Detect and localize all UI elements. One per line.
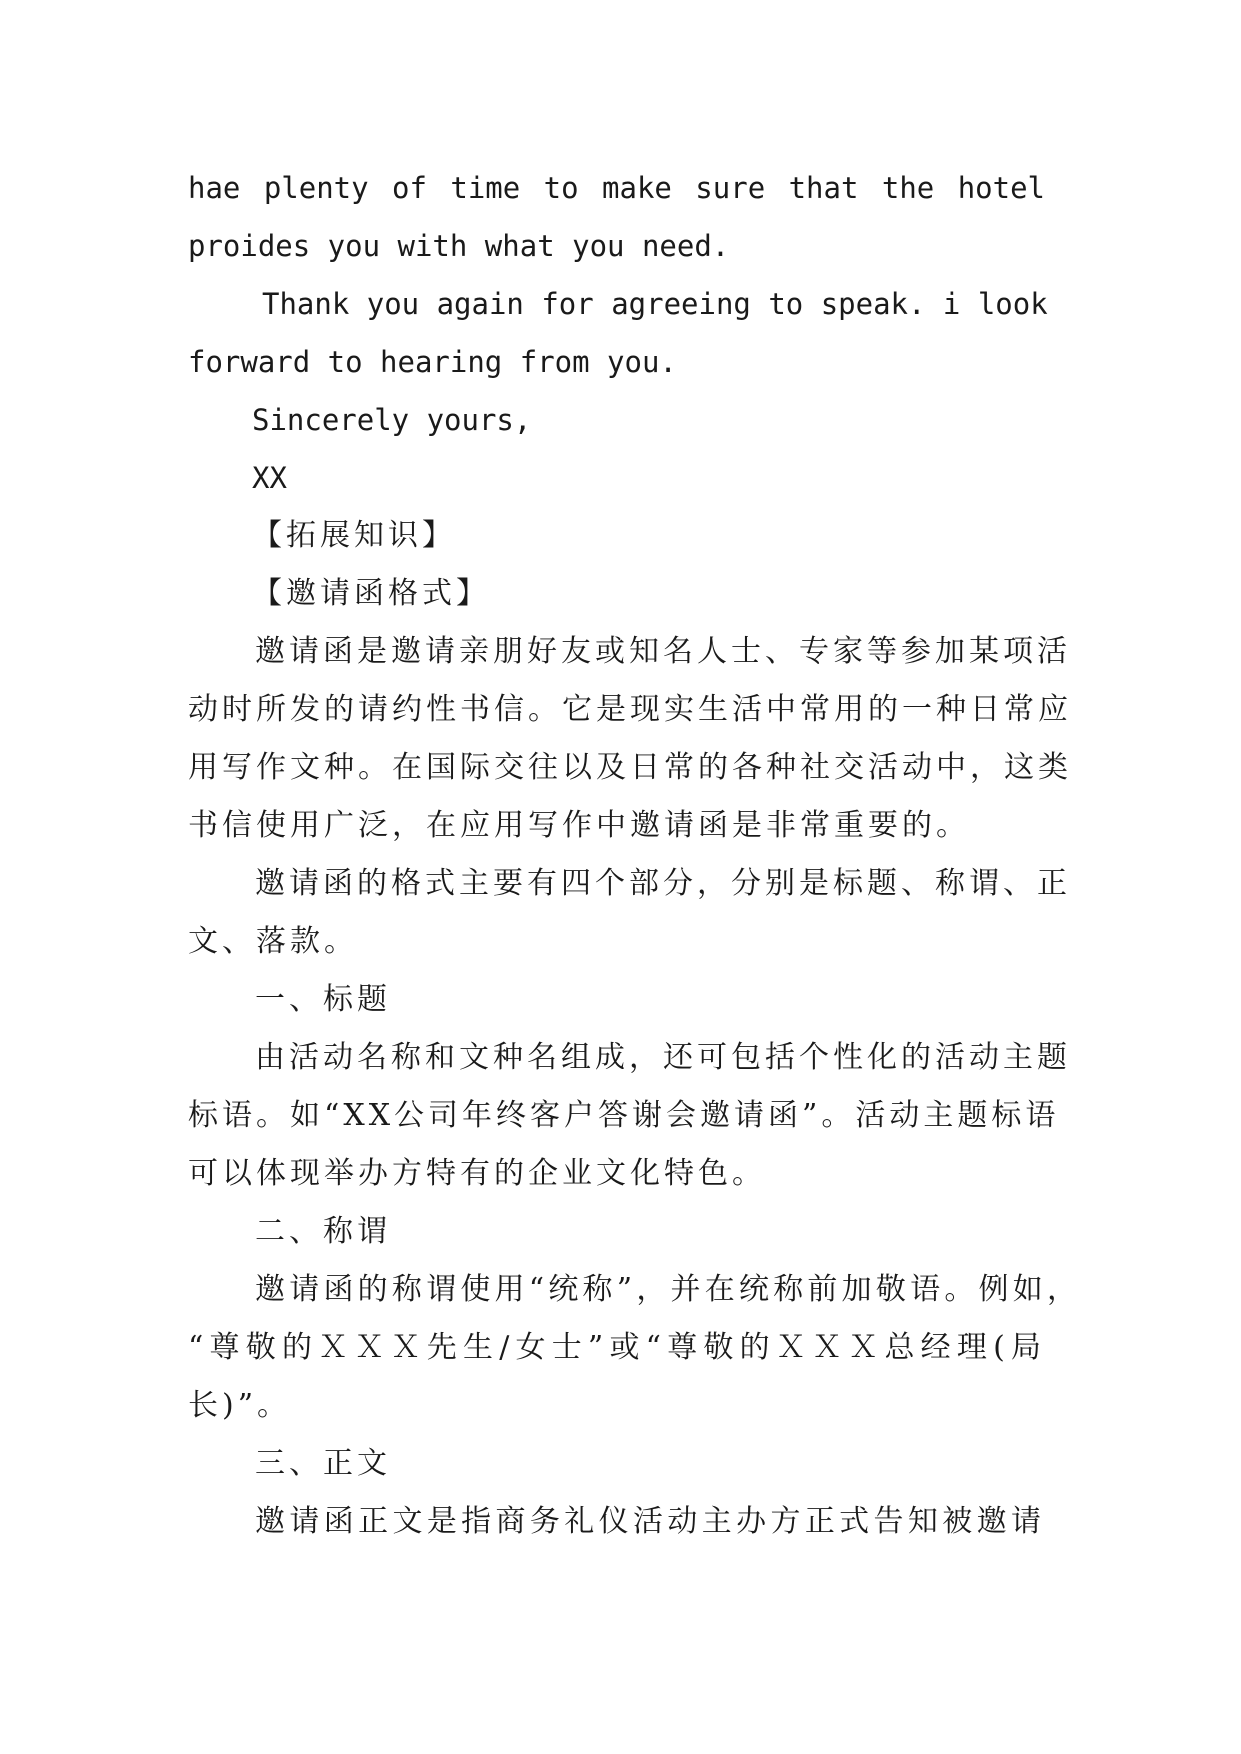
paragraph-body-line-1: 邀请函正文是指商务礼仪活动主办方正式告知被邀请 [255, 1504, 1045, 1539]
subheading-body: 三、正文 [255, 1446, 391, 1481]
letter-closing-paragraph: Thank you again for agreeing to speak. i look [262, 287, 1048, 321]
paragraph-title-line-3: 可以体现举办方特有的企业文化特色。 [188, 1156, 766, 1191]
paragraph-format-parts-line-2: 文、落款。 [188, 924, 358, 959]
paragraph-definition-line-4: 书信使用广泛，在应用写作中邀请函是非常重要的。 [188, 808, 970, 843]
paragraph-definition-line-2: 动时所发的请约性书信。它是现实生活中常用的一种日常应 [188, 692, 1072, 727]
paragraph-format-parts-line-1: 邀请函的格式主要有四个部分，分别是标题、称谓、正 [255, 866, 1071, 901]
paragraph-title-line-1: 由活动名称和文种名组成，还可包括个性化的活动主题 [255, 1040, 1071, 1075]
section-heading-extended-knowledge: 【拓展知识】 [252, 518, 456, 553]
paragraph-salutation-line-3: 长)”。 [188, 1388, 292, 1423]
subheading-salutation: 二、称谓 [255, 1214, 391, 1249]
paragraph-definition-line-3: 用写作文种。在国际交往以及日常的各种社交活动中，这类 [188, 750, 1072, 785]
paragraph-title-line-2: 标语。如“XX公司年终客户答谢会邀请函”。活动主题标语 [188, 1098, 1060, 1133]
letter-line-2: proides you with what you need. [188, 229, 730, 263]
letter-valediction: Sincerely yours, [252, 403, 532, 437]
paragraph-definition-line-1: 邀请函是邀请亲朋好友或知名人士、专家等参加某项活 [255, 634, 1071, 669]
letter-signature: XX [252, 461, 287, 495]
letter-closing-paragraph-cont: forward to hearing from you. [188, 345, 677, 379]
paragraph-salutation-line-2: “尊敬的ＸＸＸ先生/女士”或“尊敬的ＸＸＸ总经理(局 [188, 1330, 1045, 1365]
subheading-title: 一、标题 [255, 982, 391, 1017]
paragraph-salutation-line-1: 邀请函的称谓使用“统称”，并在统称前加敬语。例如， [255, 1272, 1081, 1307]
section-heading-invitation-format: 【邀请函格式】 [252, 576, 490, 611]
letter-line-1: hae plenty of time to make sure that the hotel [188, 171, 1045, 205]
